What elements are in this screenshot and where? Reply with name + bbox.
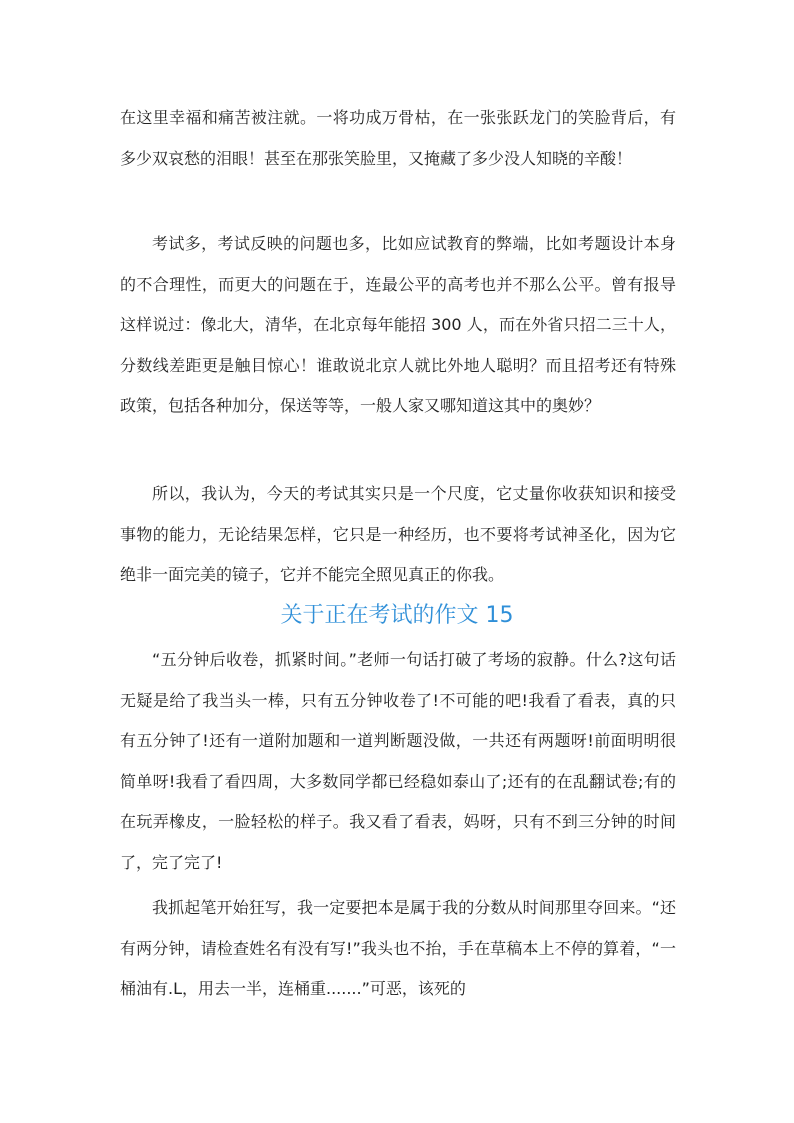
paragraph-conclusion: 所以，我认为，今天的考试其实只是一个尺度，它丈量你收获知识和接受事物的能力，无论结果怎样，它只是一种经历，也不要将考试神圣化，因为它绝非一面完美的镜子，它并不能完全照见真正的你我。: [120, 484, 676, 585]
paragraph-ending: 在这里幸福和痛苦被注就。一将功成万骨枯，在一张张跃龙门的笑脸背后，有多少双哀愁的泪眼！甚至在那张笑脸里，又掩藏了多少没人知晓的辛酸！: [120, 108, 676, 168]
paragraph-rush-writing: 我抓起笔开始狂写，我一定要把本是属于我的分数从时间那里夺回来。“还有两分钟，请检查姓名有没有写!”我头也不抬，手在草稿本上不停的算着，“一桶油有.L，用去一半，连桶重.......”可恶，该死的: [120, 898, 676, 999]
paragraph-five-minutes: “五分钟后收卷，抓紧时间。”老师一句话打破了考场的寂静。什么?这句话无疑是给了我当头一棒，只有五分钟收卷了!不可能的吧!我看了看表，真的只有五分钟了!还有一道附加题和一道判断题没做，一共还有两题呀!前面明明很简单呀!我看了看四周，大多数同学都已经稳如泰山了;还有的在乱翻试卷;有的在玩弄橡皮，一脸轻松的样子。我又看了看表，妈呀，只有不到三分钟的时间了，完了完了!: [120, 650, 676, 872]
paragraph-exam-problems: 考试多，考试反映的问题也多，比如应试教育的弊端，比如考题设计本身的不合理性，而更大的问题在于，连最公平的高考也并不那么公平。曾有报导这样说过：像北大，清华，在北京每年能招 300 人，而在外省只招二三十人，分数线差距更是触目惊心！谁敢说北京人就比外地人聪明？而且招考还有特殊政策，包括各种加分，保送等等，一般人家又哪知道这其中的奥妙？: [120, 234, 676, 416]
essay-heading: 关于正在考试的作文 15: [280, 603, 514, 628]
